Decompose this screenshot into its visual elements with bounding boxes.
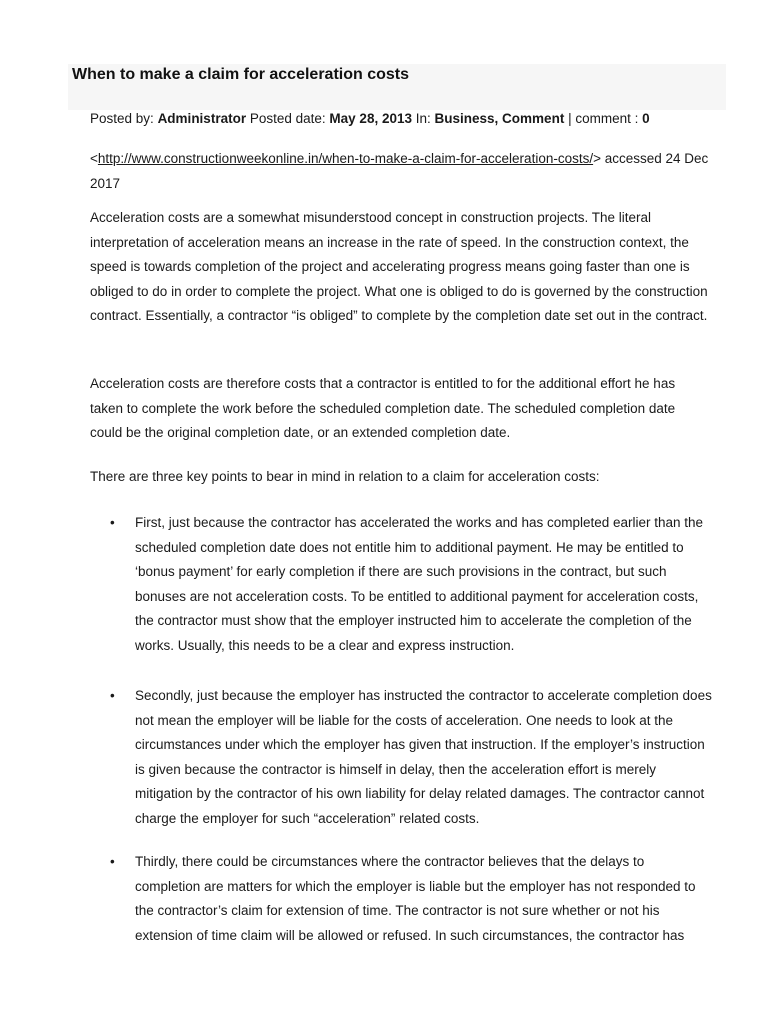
source-link[interactable]: http://www.constructionweekonline.in/when-to-make-a-claim-for-acceleration-costs/	[97, 151, 594, 166]
body-paragraph: Acceleration costs are a somewhat misunderstood concept in construction projects. The literal interpretation of acceleration means an increase in the rate of speed. In the construction context, the speed is towards completion of the project and accelerating progress means going faster than one is obliged to do in order to complete the project. What one is obliged to do is governed by the construction contract. Essentially, a contractor “is obliged” to complete by the completion date set out in the contract.	[90, 210, 708, 323]
page-title: When to make a claim for acceleration costs	[72, 66, 410, 83]
list-item-text: Thirdly, there could be circumstances where the contractor believes that the delays to completion are matters for which the employer is liable but the employer has not responded to the contractor’s claim for extension of time. The contractor is not sure whether or not his extension of time claim will be allowed or refused. In such circumstances, the contractor has	[135, 854, 696, 943]
posted-date: May 28, 2013	[329, 111, 412, 126]
comment-label: comment :	[575, 111, 639, 126]
bullet-marker: •	[110, 515, 115, 530]
posted-date-label: Posted date:	[249, 111, 326, 126]
accessed-date: accessed 24 Dec 2017	[90, 151, 709, 191]
bullet-marker: •	[110, 854, 115, 869]
category-label: In:	[415, 111, 431, 126]
source-citation	[90, 147, 710, 196]
source-close-bracket: >	[593, 151, 601, 166]
meta-separator: |	[568, 111, 572, 126]
comment-count[interactable]: 0	[642, 111, 650, 126]
author-name[interactable]: Administrator	[157, 111, 247, 126]
post-meta	[90, 110, 650, 128]
category-links[interactable]: Business, Comment	[434, 111, 565, 126]
list-item-text: Secondly, just because the employer has instructed the contractor to accelerate completion does not mean the employer will be liable for the costs of acceleration. One needs to look at the circumstances under which the employer has given that instruction. If the employer’s instruction is given because the contractor is himself in delay, then the acceleration effort is merely mitigation by the contractor of his own liability for delay related damages. The contractor cannot charge the employer for such “acceleration” related costs.	[135, 688, 712, 826]
body-paragraph: Acceleration costs are therefore costs that a contractor is entitled to for the additional effort he has taken to complete the work before the scheduled completion date. The scheduled completion date could be the original completion date, or an extended completion date.	[90, 376, 676, 440]
body-paragraph: There are three key points to bear in mind in relation to a claim for acceleration costs:	[90, 469, 600, 484]
list-item-text: First, just because the contractor has accelerated the works and has completed earlier than the scheduled completion date does not entitle him to additional payment. He may be entitled to ‘bonus payment’ for early completion if there are such provisions in the contract, but such bonuses are not acceleration costs. To be entitled to additional payment for acceleration costs, the contractor must show that the employer instructed him to accelerate the completion of the works. Usually, this needs to be a clear and express instruction.	[135, 515, 704, 653]
source-open-bracket: <	[90, 151, 98, 166]
posted-by-label: Posted by:	[90, 111, 154, 126]
bullet-marker: •	[110, 688, 115, 703]
